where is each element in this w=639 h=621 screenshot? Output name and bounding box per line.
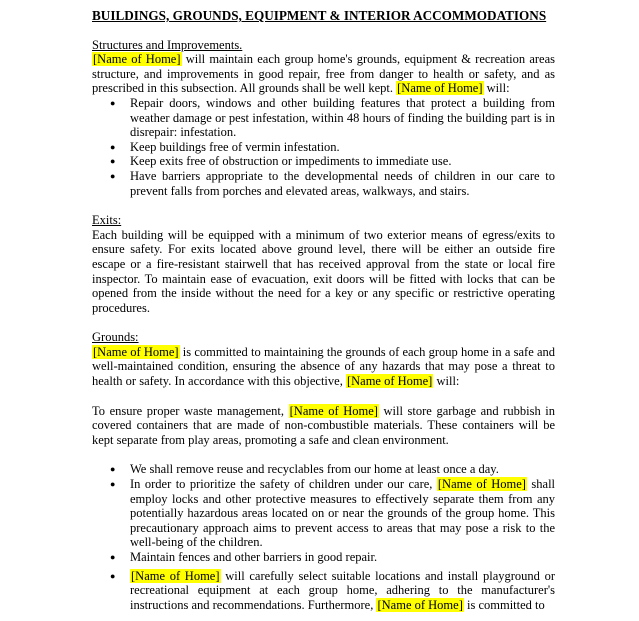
list-item — [130, 569, 555, 613]
structures-bullet-list — [92, 96, 555, 198]
list-item: ● Keep buildings free of vermin infestation. — [130, 140, 555, 155]
name-of-home-placeholder: [Name of Home] — [93, 52, 181, 67]
waste-text-end: will store garbage and rubbish in covered containers that are made of non-combustible materials. These containers will be kept separate from play areas, promoting a safe and clean environment. — [92, 403, 556, 447]
document-title: BUILDINGS, GROUNDS, EQUIPMENT & INTERIOR ACCOMMODATIONS — [92, 8, 547, 23]
structures-heading: Structures and Improvements. — [92, 37, 243, 52]
bullet-text: will carefully select suitable locations and install playground or recreational equipment at each group home, adhering to the manufacturer's instructions and recommendations. Furthermore, — [130, 568, 556, 612]
bullet-text: shall employ locks and other protective measures to effectively separate them from any potentially hazardous areas located on or near the grounds of the group home. This precautionary approach aims to prevent access to areas that may pose a risk to the well-being of the children. — [130, 477, 556, 550]
list-item: ● Have barriers appropriate to the developmental needs of children in our care to prevent falls from porches and elevated areas, walkways, and stairs. — [130, 169, 555, 198]
grounds-bullet-list — [92, 462, 555, 612]
document-body — [92, 9, 555, 612]
exits-paragraph: Each building will be equipped with a minimum of two exterior means of egress/exits to ensure safety. For exits located above ground level, there will be either an outside fire escape or a fire-resistant stairwell that has received approval from the state or local fire inspector. To maintain ease of evacuation, exit doors will be fitted with locks that can be opened from the inside without the need for a key or any specific or restrictive operating procedures. — [92, 227, 555, 315]
list-item — [130, 477, 555, 550]
grounds-paragraph — [92, 345, 555, 389]
list-item: ● Repair doors, windows and other building features that protect a building from weather damage or pest infestation, within 48 hours of finding the building part is in disrepair: infestation. — [130, 96, 555, 140]
structures-paragraph — [92, 52, 555, 96]
list-item: ● Maintain fences and other barriers in good repair. — [130, 550, 555, 565]
name-of-home-placeholder: [Name of Home] — [131, 568, 220, 583]
name-of-home-placeholder: [Name of Home] — [397, 81, 483, 96]
list-item: ● We shall remove reuse and recyclables from our home at least once a day. — [130, 462, 555, 477]
waste-text: To ensure proper waste management, — [92, 403, 285, 418]
name-of-home-placeholder: [Name of Home] — [437, 477, 526, 492]
list-item: ● Keep exits free of obstruction or impediments to immediate use. — [130, 154, 555, 169]
grounds-text: is committed to maintaining the grounds of each group home in a safe and well-maintained condition, ensuring the absence of any hazards that may pose a threat to health or safety. In accordance with this objective, — [92, 344, 555, 389]
grounds-heading: Grounds: — [92, 330, 139, 345]
name-of-home-placeholder: [Name of Home] — [346, 374, 433, 389]
exits-heading: Exits: — [92, 213, 122, 228]
structures-text: will maintain each group home's grounds, equipment & recreation areas structure, and improvements in good repair, free from danger to health or safety, and as prescribed in this subsection. All grounds shall be well kept. — [92, 52, 555, 96]
bullet-text: is committed to — [467, 597, 545, 612]
bullet-text: In order to prioritize the safety of children under our care, — [130, 477, 433, 492]
name-of-home-placeholder: [Name of Home] — [93, 344, 179, 359]
waste-paragraph — [92, 404, 555, 448]
structures-text-end: will: — [486, 81, 510, 96]
grounds-text-end: will: — [436, 374, 460, 389]
name-of-home-placeholder: [Name of Home] — [377, 597, 463, 612]
name-of-home-placeholder: [Name of Home] — [289, 403, 378, 418]
